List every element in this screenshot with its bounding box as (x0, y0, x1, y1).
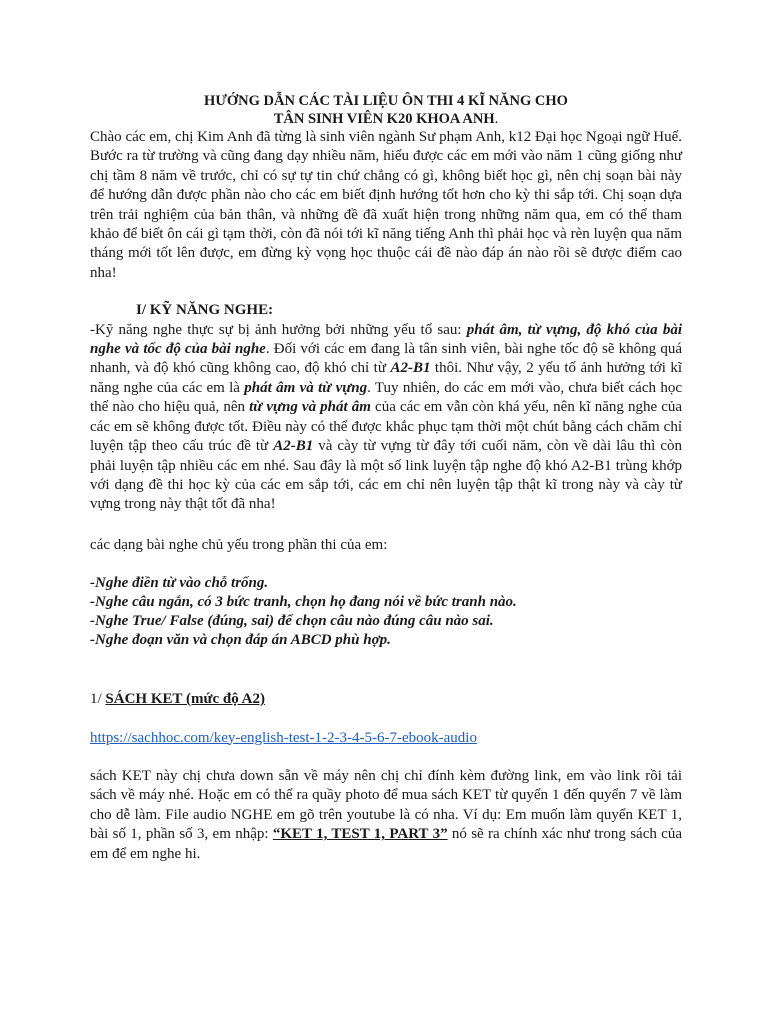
listening-text-i: của các em vẫn còn khá yếu, nên kĩ năng nghe của các em sẽ không được tốt. Điều này có thể được khắc phục tạm thời một chút bằng cách chăm chỉ luyện tập theo cấu trúc đề từ (90, 399, 683, 455)
list-item: -Nghe True/ False (đúng, sai) để chọn câu nào đúng câu nào sai. (90, 613, 494, 630)
search-example: “KET 1, TEST 1, PART 3” (272, 826, 448, 843)
title-line-2 (90, 110, 682, 128)
document-page (90, 92, 682, 864)
listening-text-c: . Đối với các em đang là tân sinh viên, bài nghe tốc độ sẽ không quá nhanh, và độ khó cũng không cao, độ khó chỉ từ (90, 341, 682, 377)
listening-text-a: -Kỹ năng nghe thực sự bị ảnh hưởng bởi những yếu tố sau: (90, 321, 467, 338)
intro-paragraph: Chào các em, chị Kim Anh đã từng là sinh viên ngành Sư phạm Anh, k12 Đại học Ngoại ngữ Huế. Bước ra từ trường và cũng đang dạy nhiều năm, hiểu được các em mới vào năm 1 cũng giống như chị tầm 8 năm về trước, chỉ có sự tự tin chứ chẳng có gì, không biết học gì, nên chị soạn bài này để hướng dẫn được phần nào cho các em biết định hướng tốt hơn cho kỳ thi sắp tới. Chị soạn dựa trên trải nghiệm của bản thân, và những đề đã xuất hiện trong những năm qua, em có thể tham khảo để biết ôn cái gì tạm thời, còn đã nói tới kĩ năng tiếng Anh thì phải học và rèn luyện qua năm tháng mới tốt lên được, em đừng kỳ vọng học thuộc cái đề nào đáp án nào rồi sẽ được điểm cao nha! (90, 129, 682, 281)
listening-text-g: . Tuy nhiên, do các em mới vào, chưa biết cách học thế nào cho hiệu quả, nên (90, 379, 682, 416)
list-item: -Nghe điền từ vào chỗ trống. (90, 575, 269, 592)
list-item: -Nghe đoạn văn và chọn đáp án ABCD phù hợp. (90, 632, 391, 649)
title-line-1: HƯỚNG DẪN CÁC TÀI LIỆU ÔN THI 4 KĨ NĂNG CHO (204, 93, 568, 109)
book-ket-link[interactable]: https://sachhoc.com/key-english-test-1-2-3-4-5-6-7-ebook-audio (90, 729, 477, 746)
listening-types-intro: các dạng bài nghe chủ yếu trong phần thi của em: (90, 536, 388, 553)
listening-factors: phát âm, từ vựng, độ khó của bài nghe và tốc độ của bài nghe (90, 321, 683, 358)
document-title (90, 92, 682, 128)
title-line-2-text: TÂN SINH VIÊN K20 KHOA ANH (273, 111, 495, 127)
listening-types-list (90, 574, 682, 650)
pronunciation-vocab: phát âm và từ vựng (244, 379, 368, 396)
level-a2-b1-2: A2-B1 (273, 438, 314, 455)
book-desc-c: nó sẽ ra chính xác như trong sách của em để em nghe hi. (90, 826, 682, 862)
level-a2-b1: A2-B1 (390, 360, 431, 377)
book-title: SÁCH KET (mức độ A2) (105, 691, 265, 708)
book-ket-description (90, 767, 682, 864)
title-period: . (494, 111, 499, 127)
listening-text-e: thôi. Như vậy, 2 yếu tố ảnh hưởng tới kĩ năng nghe của các em là (90, 360, 682, 396)
listening-paragraph (90, 321, 682, 515)
vocab-pronunciation: từ vựng và phát âm (249, 399, 371, 416)
book-number: 1/ (90, 691, 106, 708)
book-ket-heading (90, 690, 682, 709)
list-item: -Nghe câu ngắn, có 3 bức tranh, chọn họ đang nói về bức tranh nào. (90, 594, 517, 611)
book-desc-a: sách KET này chị chưa down sẵn về máy nên chị chỉ đính kèm đường link, em vào link rồi tải sách về máy nhé. Hoặc em có thể ra quầy photo để mua sách KET từ quyển 1 đến quyển 7 về làm cho dễ làm. File audio NGHE em gõ trên youtube là có nha. Ví dụ: Em muốn làm quyển KET 1, bài số 1, phần số 3, em nhập: (90, 767, 682, 843)
listening-heading: I/ KỸ NĂNG NGHE: (136, 302, 274, 319)
listening-text-k: và cày từ vựng từ đây tới cuối năm, còn về dài lâu thì còn phải luyện tập nhiều các em nhé. Sau đây là một số link luyện tập nghe độ khó A2-B1 trùng khớp với dạng đề thi học kỳ của các em sắp tới, các em chỉ nên luyện tập thật kĩ trong này và cày từ vựng trong này thật tốt đã nha! (90, 438, 682, 513)
